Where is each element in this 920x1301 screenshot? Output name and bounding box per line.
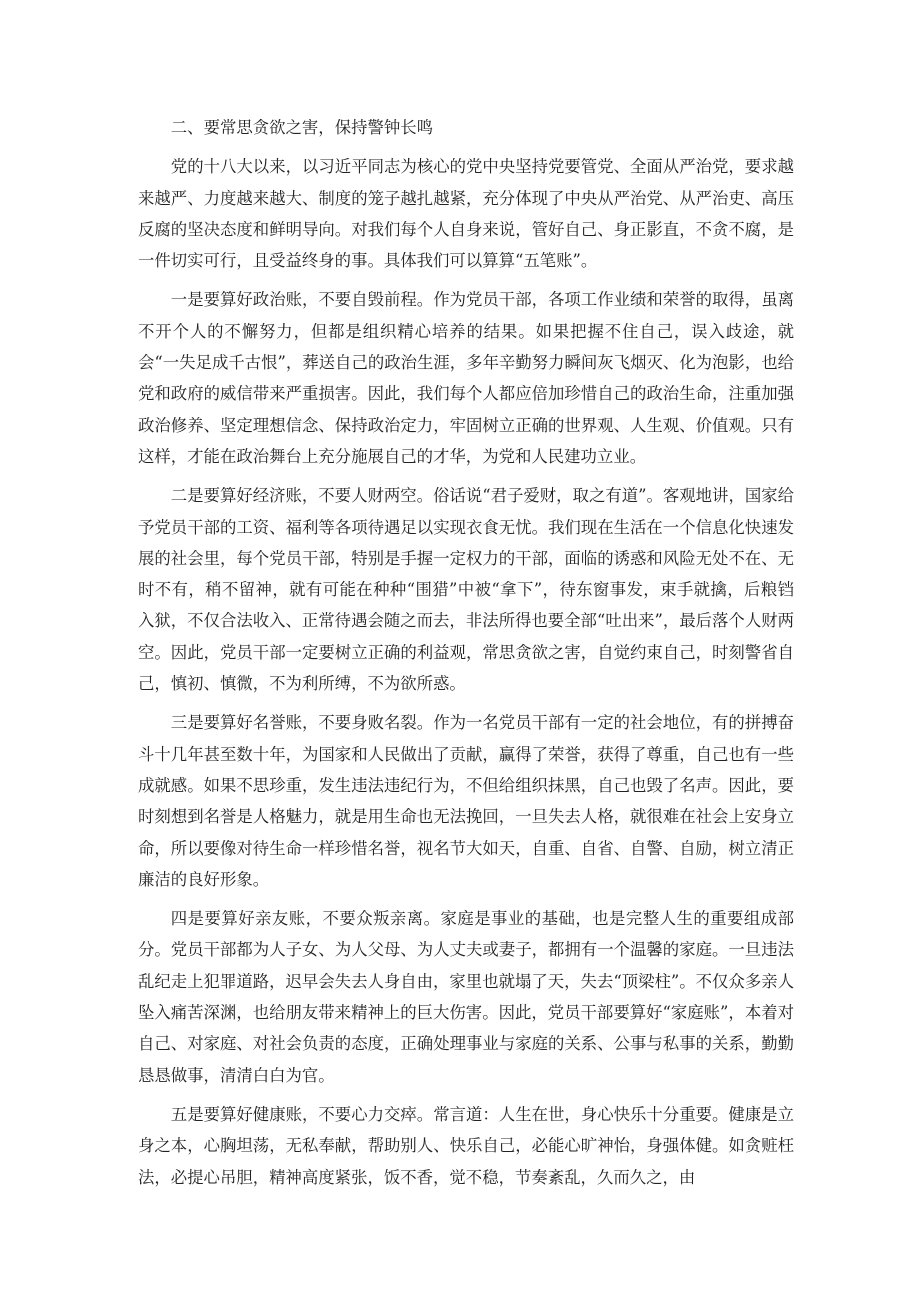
section-heading: 二、要常思贪欲之害，保持警钟长鸣: [170, 118, 434, 137]
paragraph-reputation-account: 三是要算好名誉账，不要身败名裂。作为一名党员干部有一定的社会地位，有的拼搏奋斗十几年甚至数十年，为国家和人民做出了贡献，赢得了荣誉，获得了尊重，自己也有一些成就感。如果不思珍重，发生违法违纪行为，不但给组织抹黑，自己也毁了名声。因此，要时刻想到名誉是人格魅力，就是用生命也无法挽回，一旦失去人格，就很难在社会上安身立命，所以要像对待生命一样珍惜名誉，视名节大如天，自重、自省、自警、自励，树立清正廉洁的良好形象。: [138, 713, 794, 889]
paragraph-intro: 党的十八大以来，以习近平同志为核心的党中央坚持党要管党、全面从严治党，要求越来越严、力度越来越大、制度的笼子越扎越紧，充分体现了中央从严治党、从严治吏、高压反腐的坚决态度和鲜明导向。对我们每个人自身来说，管好自己、身正影直，不贪不腐，是一件切实可行，且受益终身的事。具体我们可以算算“五笔账”。: [138, 157, 794, 271]
paragraph-economic-account: 二是要算好经济账，不要人财两空。俗话说“君子爱财，取之有道”。客观地讲，国家给予党员干部的工资、福利等各项待遇足以实现衣食无忧。我们现在生活在一个信息化快速发展的社会里，每个党员干部，特别是手握一定权力的干部，面临的诱惑和风险无处不在、无时不有，稍不留神，就有可能在种种“围猎”中被“拿下”，待东窗事发，束手就擒，后粮铛入狱，不仅合法收入、正常待遇会随之而去，非法所得也要全部“吐出来”，最后落个人财两空。因此，党员干部一定要树立正确的利益观，常思贪欲之害，自觉约束自己，时刻警省自己，慎初、慎微，不为利所缚，不为欲所惑。: [138, 486, 795, 694]
document-body: [138, 112, 794, 1201]
paragraph-health-account: 五是要算好健康账，不要心力交瘁。常言道：人生在世，身心快乐十分重要。健康是立身之本，心胸坦荡，无私奉献，帮助别人、快乐自己，必能心旷神怡，身强体健。如贪赃枉法，必提心吊胆，精神高度紧张，饭不香，觉不稳，节奏紊乱，久而久之，由: [138, 1104, 794, 1187]
paragraph-political-account: 一是要算好政治账，不要自毁前程。作为党员干部，各项工作业绩和荣誉的取得，虽离不开个人的不懈努力，但都是组织精心培养的结果。如果把握不住自己，误入歧途，就会“一失足成千古恨”，葬送自己的政治生涯，多年辛勤努力瞬间灰飞烟灭、化为泡影，也给党和政府的威信带来严重损害。因此，我们每个人都应倍加珍惜自己的政治生命，注重加强政治修养、坚定理想信念、保持政治定力，牢固树立正确的世界观、人生观、价值观。只有这样，才能在政治舞台上充分施展自己的才华，为党和人民建功立业。: [138, 290, 794, 466]
paragraph-family-account: 四是要算好亲友账，不要众叛亲离。家庭是事业的基础，也是完整人生的重要组成部分。党员干部都为人子女、为人父母、为人丈夫或妻子，都拥有一个温馨的家庭。一旦违法乱纪走上犯罪道路，迟早会失去人身自由，家里也就塌了天，失去“顶梁柱”。不仅众多亲人坠入痛苦深渊，也给朋友带来精神上的巨大伤害。因此，党员干部要算好“家庭账”，本着对自己、对家庭、对社会负责的态度，正确处理事业与家庭的关系、公事与私事的关系，勤勤恳恳做事，清清白白为官。: [138, 909, 794, 1085]
